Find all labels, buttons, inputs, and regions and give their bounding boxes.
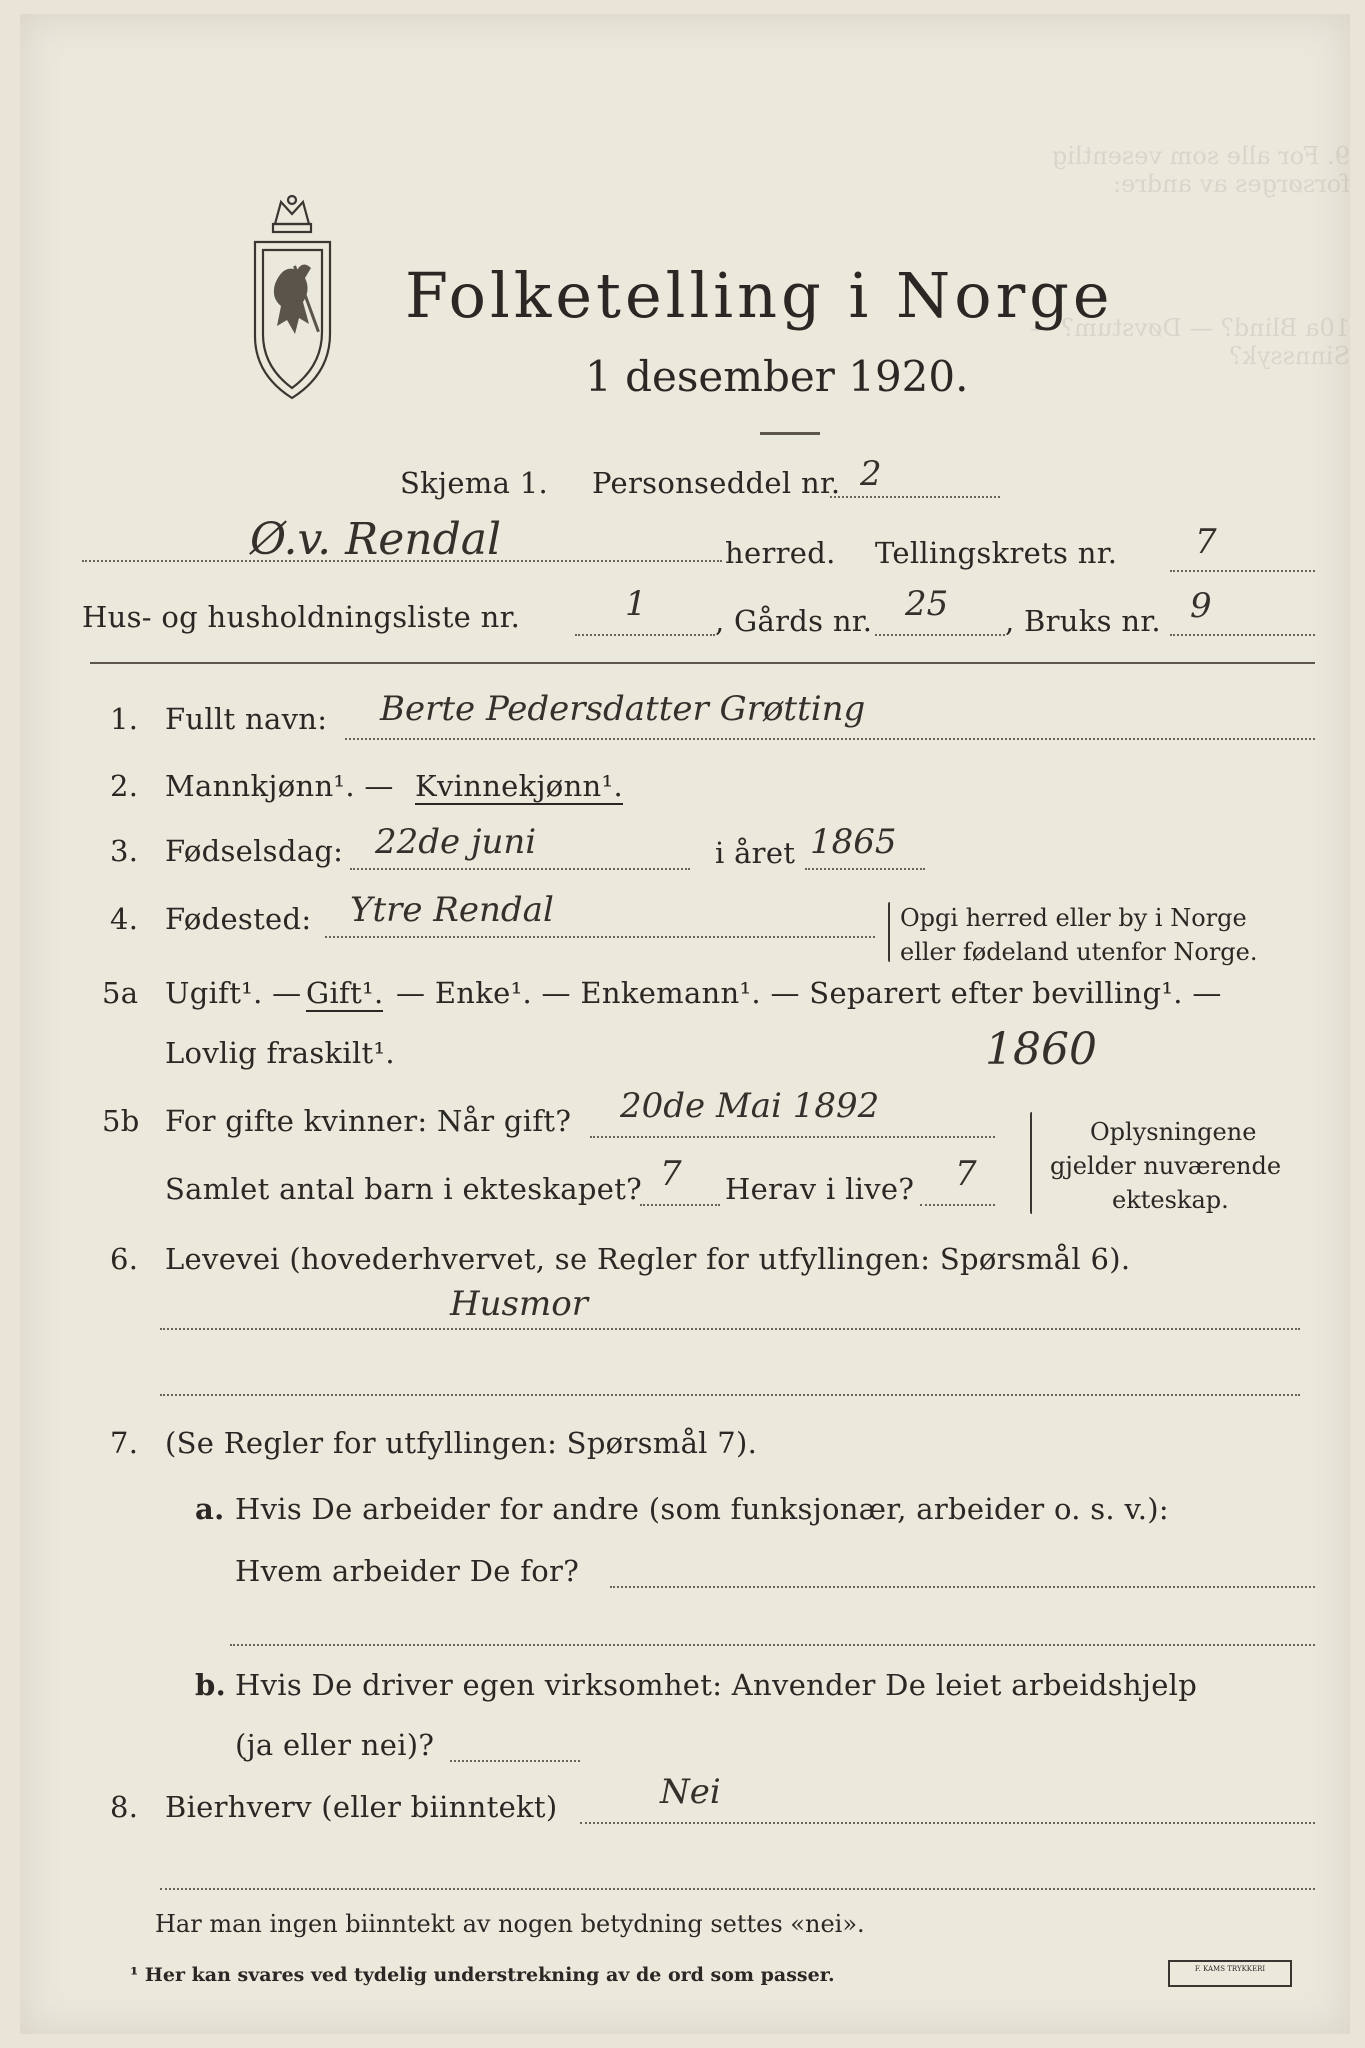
gards-field-line	[875, 634, 1005, 636]
q5b-married-field-line	[590, 1136, 995, 1138]
marital-gift-option-underlined[interactable]: Gift¹.	[306, 976, 384, 1010]
q7b-letter: b.	[195, 1668, 226, 1702]
q6-field-line-1	[160, 1328, 1300, 1330]
personseddel-label: Personseddel nr.	[592, 466, 841, 500]
q7-number: 7.	[110, 1426, 139, 1460]
occupation-value[interactable]: Husmor	[450, 1284, 588, 1324]
q4-note-line2: eller fødeland utenfor Norge.	[900, 938, 1258, 966]
q5a-number: 5a	[102, 976, 139, 1010]
tellingskrets-label: Tellingskrets nr.	[875, 536, 1118, 570]
q6-label: Levevei (hovederhvervet, se Regler for utfyllingen: Spørsmål 6).	[165, 1242, 1131, 1276]
page-subtitle-date: 1 desember 1920.	[585, 352, 969, 401]
gender-female-option-underlined[interactable]: Kvinnekjønn¹.	[415, 769, 623, 803]
marital-other-options[interactable]: — Enke¹. — Enkemann¹. — Separert efter bevilling¹. —	[396, 976, 1222, 1010]
q5b-note-line2: gjelder nuværende	[1050, 1152, 1282, 1180]
q4-note-bracket	[888, 902, 890, 962]
q4-label: Fødested:	[165, 902, 312, 936]
q8-field-line-1	[580, 1822, 1315, 1824]
gards-label: , Gårds nr.	[715, 604, 873, 638]
q5b-married-label: For gifte kvinner: Når gift?	[165, 1104, 572, 1138]
q3-label: Fødselsdag:	[165, 834, 344, 868]
q5b-note-line1: Oplysningene	[1090, 1118, 1257, 1146]
q3-year-label: i året	[715, 836, 796, 870]
bruks-field-line	[1170, 634, 1315, 636]
marital-ugift-option[interactable]: Ugift¹. —	[165, 976, 302, 1010]
q5b-children-label: Samlet antal barn i ekteskapet?	[165, 1172, 642, 1206]
norwegian-coat-of-arms-icon	[245, 194, 340, 404]
side-income-value[interactable]: Nei	[660, 1772, 721, 1812]
q3-year-field-line	[805, 868, 925, 870]
q2-number: 2.	[110, 769, 139, 803]
q4-note-line1: Opgi herred eller by i Norge	[900, 904, 1247, 932]
title-divider	[760, 432, 820, 435]
bruks-label: , Bruks nr.	[1005, 604, 1161, 638]
q7a-letter: a.	[195, 1492, 225, 1526]
marital-fraskilt-option[interactable]: Lovlig fraskilt¹.	[165, 1036, 395, 1070]
q5b-children-field-line	[640, 1204, 720, 1206]
children-alive-value[interactable]: 7	[955, 1154, 977, 1194]
personseddel-field-line	[830, 496, 1000, 498]
q1-label: Fullt navn:	[165, 702, 328, 736]
q3-number: 3.	[110, 834, 139, 868]
q3-day-field-line	[350, 868, 690, 870]
q7b-question: (ja eller nei)?	[235, 1728, 435, 1762]
page-title: Folketelling i Norge	[405, 259, 1114, 332]
q7a-text: Hvis De arbeider for andre (som funksjonær, arbeider o. s. v.):	[235, 1492, 1169, 1526]
printer-stamp: F. KAMS TRYKKERI	[1168, 1960, 1292, 1987]
q1-number: 1.	[110, 702, 139, 736]
q7a-field-line-1	[610, 1586, 1315, 1588]
birthplace-value[interactable]: Ytre Rendal	[350, 890, 554, 930]
q8-field-line-2	[160, 1888, 1315, 1890]
gender-male-option[interactable]: Mannkjønn¹. —	[165, 769, 394, 803]
footnote: ¹ Her kan svares ved tydelig understrekning av de ord som passer.	[130, 1964, 835, 1986]
q5b-note-bracket	[1030, 1112, 1032, 1214]
q4-number: 4.	[110, 902, 139, 936]
q7-label: (Se Regler for utfyllingen: Spørsmål 7).	[165, 1426, 758, 1460]
personseddel-value[interactable]: 2	[860, 454, 882, 494]
tellingskrets-value[interactable]: 7	[1195, 522, 1217, 562]
q1-field-line	[345, 738, 1315, 740]
q6-number: 6.	[110, 1242, 139, 1276]
tellingskrets-field-line	[1170, 570, 1315, 572]
husliste-field-line	[575, 634, 715, 636]
q6-field-line-2	[160, 1394, 1300, 1396]
schema-label: Skjema 1.	[400, 466, 548, 500]
q7b-field-line	[450, 1760, 580, 1762]
herred-label: herred.	[725, 536, 836, 570]
census-form-page	[20, 14, 1350, 2034]
q8-label: Bierhverv (eller biinntekt)	[165, 1790, 558, 1824]
footer-note: Har man ingen biinntekt av nogen betydning settes «nei».	[155, 1910, 865, 1938]
q7a-field-line-2	[230, 1644, 1315, 1646]
q5b-note-line3: ekteskap.	[1112, 1186, 1229, 1214]
herred-value[interactable]: Ø.v. Rendal	[250, 514, 502, 565]
q7b-text: Hvis De driver egen virksomhet: Anvender De leiet arbeidshjelp	[235, 1668, 1198, 1702]
gards-value[interactable]: 25	[905, 584, 949, 624]
husliste-label: Hus- og husholdningsliste nr.	[82, 600, 521, 634]
q5b-alive-label: Herav i live?	[725, 1172, 915, 1206]
children-count-value[interactable]: 7	[660, 1154, 682, 1194]
q8-number: 8.	[110, 1790, 139, 1824]
bleed-through-text: 10a Blind? — Døvstum? — Sinnssyk?	[1029, 314, 1350, 370]
section-divider	[90, 662, 1315, 664]
married-date-value[interactable]: 20de Mai 1892	[620, 1086, 880, 1126]
birth-year-value[interactable]: 1865	[810, 822, 897, 862]
birthday-value[interactable]: 22de juni	[375, 822, 537, 862]
bleed-through-text: 9. For alle som vesentlig forsørges av andre:	[1051, 142, 1350, 198]
q4-field-line	[325, 936, 875, 938]
married-year-correction[interactable]: 1860	[985, 1024, 1097, 1075]
full-name-value[interactable]: Berte Pedersdatter Grøtting	[380, 689, 866, 729]
q5b-number: 5b	[102, 1104, 140, 1138]
q7a-question: Hvem arbeider De for?	[235, 1554, 580, 1588]
husliste-value[interactable]: 1	[625, 584, 647, 624]
bruks-value[interactable]: 9	[1190, 586, 1212, 626]
q5b-alive-field-line	[920, 1204, 995, 1206]
